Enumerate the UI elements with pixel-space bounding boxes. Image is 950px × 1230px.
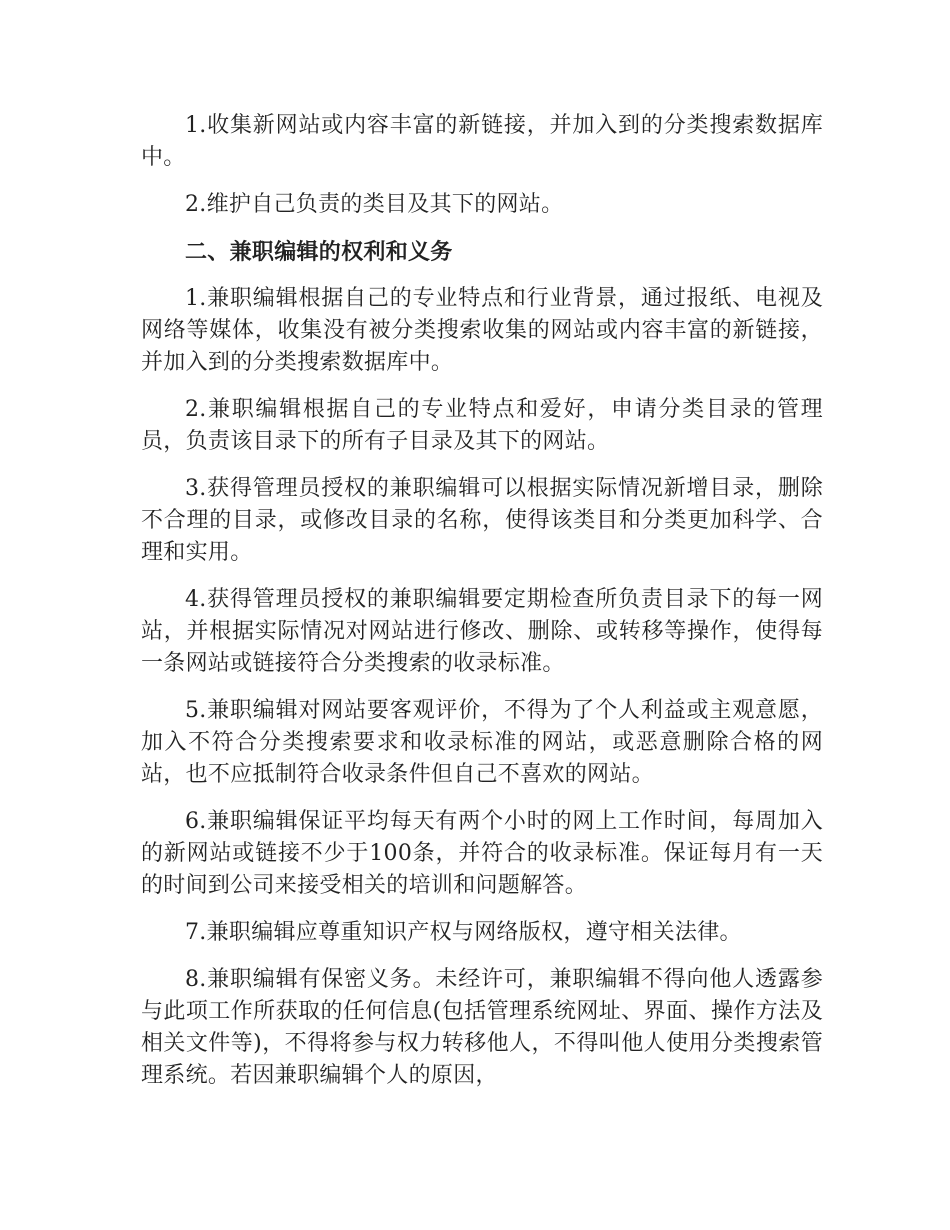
paragraph-duty-3: 3.获得管理员授权的兼职编辑可以根据实际情况新增目录，删除不合理的目录，或修改目录的名称，使得该类目和分类更加科学、合理和实用。 — [141, 476, 823, 565]
paragraph-duty-7: 7.兼职编辑应尊重知识产权与网络版权，遵守相关法律。 — [185, 920, 742, 945]
paragraph-item-2: 2.维护自己负责的类目及其下的网站。 — [185, 192, 564, 217]
paragraph-duty-6: 6.兼职编辑保证平均每天有两个小时的网上工作时间，每周加入的新网站或链接不少于100条，并符合的收录标准。保证每月有一天的时间到公司来接受相关的培训和问题解答。 — [141, 809, 823, 898]
paragraph-duty-2: 2.兼职编辑根据自己的专业特点和爱好，申请分类目录的管理员，负责该目录下的所有子目录及其下的网站。 — [141, 397, 823, 454]
paragraph-duty-5: 5.兼职编辑对网站要客观评价，不得为了个人利益或主观意愿，加入不符合分类搜索要求和收录标准的网站，或恶意删除合格的网站，也不应抵制符合收录条件但自己不喜欢的网站。 — [141, 698, 823, 787]
paragraph-duty-8: 8.兼职编辑有保密义务。未经许可，兼职编辑不得向他人透露参与此项工作所获取的任何信息(包括管理系统网址、界面、操作方法及相关文件等)，不得将参与权力转移他人，不得叫他人使用分类搜索管理系统。若因兼职编辑个人的原因， — [141, 967, 823, 1088]
paragraph-duty-1: 1.兼职编辑根据自己的专业特点和行业背景，通过报纸、电视及网络等媒体，收集没有被分类搜索收集的网站或内容丰富的新链接，并加入到的分类搜索数据库中。 — [141, 286, 823, 375]
document-body — [141, 110, 823, 1107]
paragraph-item-1: 1.收集新网站或内容丰富的新链接，并加入到的分类搜索数据库中。 — [141, 113, 823, 170]
paragraph-duty-4: 4.获得管理员授权的兼职编辑要定期检查所负责目录下的每一网站，并根据实际情况对网站进行修改、删除、或转移等操作，使得每一条网站或链接符合分类搜索的收录标准。 — [141, 587, 823, 676]
section-heading: 二、兼职编辑的权利和义务 — [185, 239, 453, 265]
